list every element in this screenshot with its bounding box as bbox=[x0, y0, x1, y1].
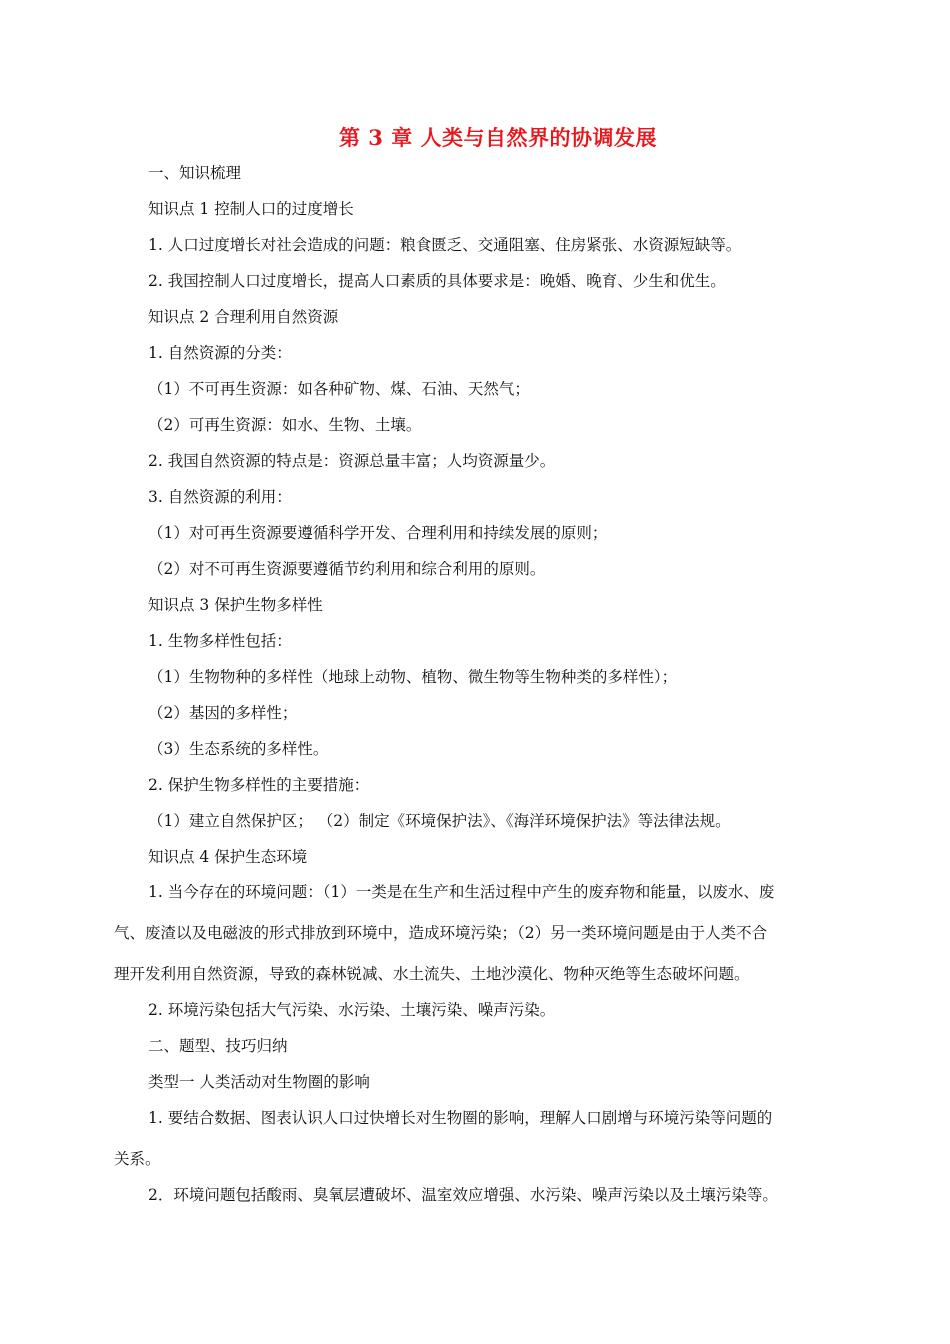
paragraph-line: 1. 要结合数据、图表认识人口过快增长对生物圈的影响，理解人口剧增与环境污染等问题的 bbox=[148, 1109, 773, 1127]
text-line: 2．环境问题包括酸雨、臭氧层遭破坏、温室效应增强、水污染、噪声污染以及土壤污染等。 bbox=[148, 1186, 778, 1204]
chapter-title: 第 3 章 人类与自然界的协调发展 bbox=[338, 125, 658, 150]
text-line: 1. 人口过度增长对社会造成的问题：粮食匮乏、交通阻塞、住房紧张、水资源短缺等。 bbox=[148, 236, 742, 254]
knowledge-point-heading: 知识点 2 合理利用自然资源 bbox=[148, 308, 339, 326]
text-line: （1）不可再生资源：如各种矿物、煤、石油、天然气； bbox=[148, 380, 530, 398]
section-heading: 一、知识梳理 bbox=[148, 164, 242, 182]
text-line: （2）基因的多样性； bbox=[148, 704, 298, 722]
text-line: 2. 我国自然资源的特点是：资源总量丰富；人均资源量少。 bbox=[148, 452, 556, 470]
paragraph-line: 气、废渣以及电磁波的形式排放到环境中，造成环境污染；（2）另一类环境问题是由于人类不合 bbox=[114, 924, 768, 942]
text-line: （1）建立自然保护区； （2）制定《环境保护法》、《海洋环境保护法》等法律法规。 bbox=[148, 812, 731, 830]
text-line: 1. 生物多样性包括： bbox=[148, 632, 292, 650]
knowledge-point-heading: 知识点 3 保护生物多样性 bbox=[148, 596, 323, 614]
text-line: （2）可再生资源：如水、生物、土壤。 bbox=[148, 416, 422, 434]
knowledge-point-heading: 知识点 4 保护生态环境 bbox=[148, 848, 308, 866]
text-line: 2. 环境污染包括大气污染、水污染、土壤污染、噪声污染。 bbox=[148, 1001, 556, 1019]
paragraph-line: 1. 当今存在的环境问题：（1）一类是在生产和生活过程中产生的废弃物和能量，以废水、废 bbox=[148, 883, 775, 901]
text-line: （3）生态系统的多样性。 bbox=[148, 740, 329, 758]
text-line: 3. 自然资源的利用： bbox=[148, 488, 292, 506]
text-line: 1. 自然资源的分类： bbox=[148, 344, 292, 362]
knowledge-point-heading: 知识点 1 控制人口的过度增长 bbox=[148, 200, 354, 218]
text-line: 2. 保护生物多样性的主要措施： bbox=[148, 776, 370, 794]
text-line: （2）对不可再生资源要遵循节约利用和综合利用的原则。 bbox=[148, 560, 546, 578]
text-line: 2. 我国控制人口过度增长，提高人口素质的具体要求是：晚婚、晚育、少生和优生。 bbox=[148, 272, 726, 290]
text-line: （1）对可再生资源要遵循科学开发、合理利用和持续发展的原则； bbox=[148, 524, 608, 542]
paragraph-line: 理开发利用自然资源，导致的森林锐减、水土流失、土地沙漠化、物种灭绝等生态破坏问题。 bbox=[114, 965, 750, 983]
text-line: （1）生物物种的多样性（地球上动物、植物、微生物等生物种类的多样性）； bbox=[148, 668, 678, 686]
type-heading: 类型一 人类活动对生物圈的影响 bbox=[148, 1073, 370, 1091]
section-heading: 二、题型、技巧归纳 bbox=[148, 1037, 288, 1055]
paragraph-line: 关系。 bbox=[114, 1150, 161, 1168]
